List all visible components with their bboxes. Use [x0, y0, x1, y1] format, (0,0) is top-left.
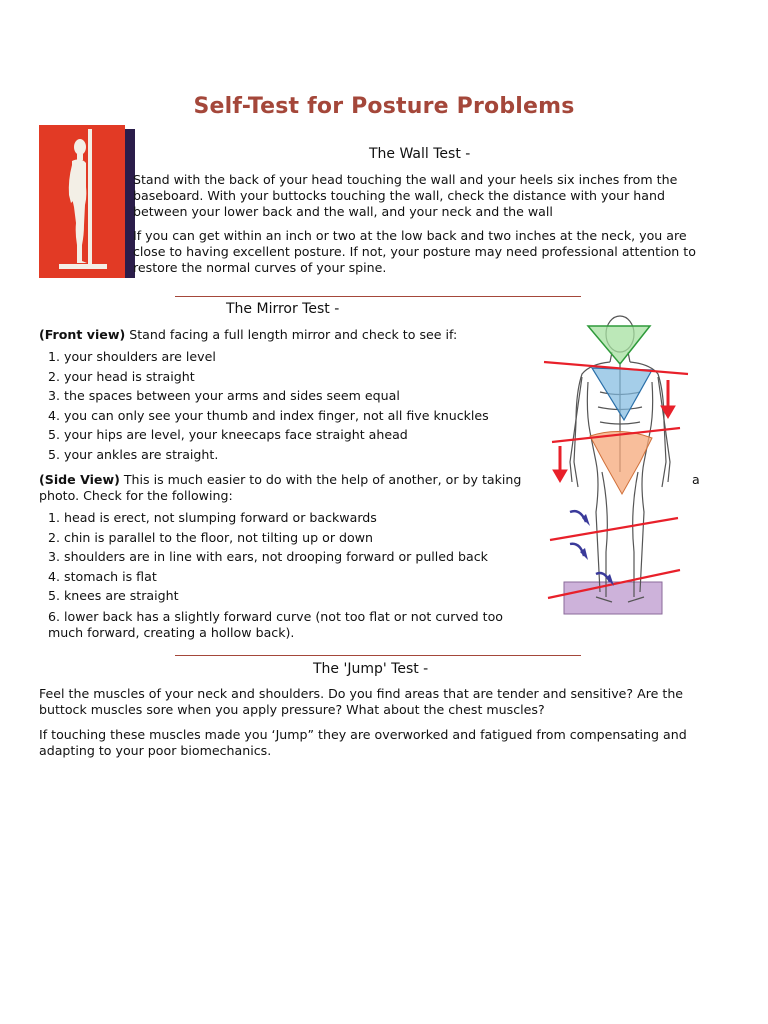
list-item: much forward, creating a hollow back).	[48, 624, 295, 640]
list-item: 2. chin is parallel to the floor, not tilting up or down	[48, 529, 373, 545]
list-item: 4. stomach is flat	[48, 568, 157, 584]
wall-test-illustration	[39, 125, 135, 278]
front-view-intro	[39, 327, 539, 343]
wall-test-heading: The Wall Test -	[369, 146, 471, 162]
side-view-intro	[39, 472, 539, 488]
list-item: 2. your head is straight	[48, 368, 195, 384]
mirror-test-heading: The Mirror Test -	[226, 301, 340, 317]
side-view-text: This is much easier to do with the help of another, or by taking	[119, 472, 522, 487]
posture-body-illustration	[540, 312, 690, 618]
list-item: 5. your hips are level, your kneecaps face straight ahead	[48, 427, 408, 443]
jump-test-heading: The 'Jump' Test -	[313, 661, 429, 677]
list-item: 4. you can only see your thumb and index finger, not all five knuckles	[48, 407, 489, 423]
list-item: 1. head is erect, not slumping forward or backwards	[48, 510, 377, 525]
side-view-intro-line2: photo. Check for the following:	[39, 488, 233, 503]
list-item: 5. your ankles are straight.	[48, 446, 219, 462]
front-view-list	[48, 347, 489, 465]
wall-test-para-2: If you can get within an inch or two at the low back and two inches at the neck, you are close to having excellent posture. If not, your posture may need professional attention to restore the normal curves of your spine.	[133, 228, 696, 275]
jump-test-para-2: If touching these muscles made you ‘Jump” they are overworked and fatigued from compensating and adapting to your poor biomechanics.	[39, 727, 687, 758]
divider	[175, 296, 581, 297]
front-view-label: (Front view)	[39, 327, 126, 342]
list-item: 5. knees are straight	[48, 588, 179, 604]
list-item: 3. the spaces between your arms and sides seem equal	[48, 388, 400, 404]
list-item: 6. lower back has a slightly forward curve (not too flat or not curved too	[48, 608, 503, 624]
side-view-label: (Side View)	[39, 472, 120, 487]
side-view-list	[48, 508, 503, 641]
list-item: 1. your shoulders are level	[48, 349, 216, 364]
list-item: 3. shoulders are in line with ears, not drooping forward or pulled back	[48, 549, 488, 565]
divider	[175, 655, 581, 656]
front-view-text: Stand facing a full length mirror and check to see if:	[125, 327, 458, 342]
wall-test-para-1: Stand with the back of your head touching the wall and your heels six inches from the baseboard. With your buttocks touching the wall, check the distance with your hand between your lower back and the wall, and your neck and the wall	[133, 172, 678, 219]
page-title: Self-Test for Posture Problems	[193, 94, 575, 119]
side-view-a: a	[692, 472, 700, 487]
jump-test-para-1: Feel the muscles of your neck and shoulders. Do you find areas that are tender and sensitive? Are the buttock muscles sore when you apply pressure? What about the chest muscles?	[39, 686, 684, 717]
